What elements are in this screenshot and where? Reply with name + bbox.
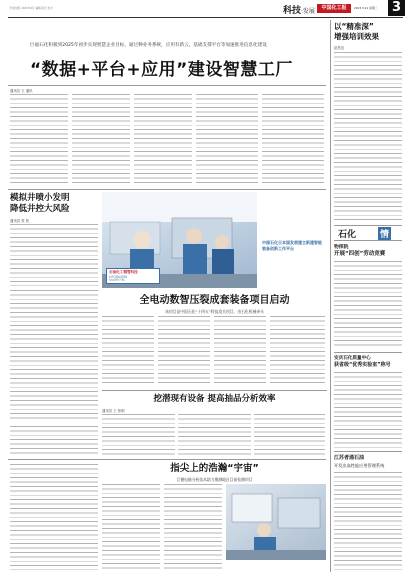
story2-org: 安庆石化质量中心	[334, 356, 371, 361]
lead-body-col-4	[196, 94, 258, 186]
photo-logo	[106, 268, 160, 284]
right-top-title-line2: 增强培训效果	[334, 32, 379, 41]
brand-right: 情	[378, 227, 391, 240]
lead-bottom-rule	[8, 189, 326, 190]
header-rule	[8, 17, 403, 18]
left-story-title-line1: 模拟井喷小发明	[10, 193, 70, 203]
photo-caption: 中国石化日本国发展建立新建智能装备创新工作平台	[262, 240, 322, 251]
main-story-subtitle: 该项目是中国石化“十四五”科技攻关项目，由石化机械牵头	[165, 309, 264, 314]
masthead-logo: 中国化工报	[317, 4, 351, 13]
photo-logo-tagline: 时代国际新牌	[109, 275, 128, 279]
right-top-byline: 赵昌良	[334, 46, 345, 50]
issue-date: 2023.3.21 星期二	[354, 6, 378, 10]
mid-story-col-1	[102, 414, 175, 456]
bottom-col-2	[164, 484, 222, 570]
story1-body	[334, 261, 402, 349]
story2-title: 获省级“优秀实验室”称号	[334, 362, 391, 368]
left-lower-body	[10, 290, 98, 422]
bottom-photo-illustration	[226, 484, 326, 560]
photo-logo-text: 石油化工钢管科技	[109, 270, 138, 274]
story3-title-line1: 江苏者通石油	[334, 455, 365, 461]
lead-title: “数据+平台+应用”建设智慧工厂	[30, 60, 293, 80]
main-story-col-3	[214, 316, 266, 386]
mid-story-rule	[102, 390, 327, 391]
main-story-col-4	[270, 316, 325, 386]
bottom-left-col	[10, 464, 98, 570]
lead-body-col-3	[134, 94, 192, 186]
section-label: 科技·发展	[283, 6, 315, 16]
main-story-title: 全电动数智压裂成套装备项目启动	[139, 295, 290, 306]
lead-body-col-5	[262, 94, 324, 186]
bottom-photo	[226, 484, 326, 560]
right-top-body	[334, 52, 402, 222]
left-story-byline: 通讯员 张 张	[10, 219, 30, 223]
lead-byline: 通讯员 王 通讯	[10, 89, 33, 93]
story3-title-line2: 开发出高性能应用管理系统	[334, 463, 385, 468]
story1-org: 物探院	[334, 245, 349, 250]
photo-logo-sub: SINOPEC TEK	[109, 279, 125, 282]
right-top-title	[334, 22, 402, 42]
page-number: 3	[388, 0, 405, 16]
lead-title-rule	[8, 85, 326, 86]
mid-story-byline: 通讯员 王 张明	[102, 409, 125, 413]
right-brand-box	[334, 225, 402, 241]
mid-story-title: 挖潜现有设备 提高抽品分析效率	[153, 394, 276, 404]
story3-title	[334, 455, 402, 469]
bottom-story-subtitle: 巨德电脑分析技术助力勘测地区目前检测项目	[176, 477, 253, 482]
left-story-body	[10, 224, 98, 286]
header-meta: 科技时报 2023年3月 编辑 版式 校对	[10, 7, 53, 10]
brand-left: 石化	[338, 230, 357, 240]
story2-body	[334, 372, 402, 448]
lead-body-col-1	[10, 94, 68, 186]
left-story-title	[10, 193, 100, 215]
right-rule-2	[334, 451, 402, 452]
story1-title: 开展“四创”劳动竞赛	[334, 251, 386, 257]
right-rule-1	[334, 352, 402, 353]
section-dept: ·发展	[301, 8, 315, 15]
bottom-story-title: 指尖上的浩瀚“宇宙”	[170, 463, 259, 474]
right-column-divider	[330, 20, 331, 572]
right-top-title-line1: 以“精准深”	[334, 22, 374, 31]
lead-body-col-2	[72, 94, 130, 186]
lead-kicker: 巨福石化积极到2025年初步实现智慧企业目标，通过种业务系统，应用有新云，基础支撑平台等加速推进信息化建设	[30, 43, 267, 48]
mid-story-col-3	[254, 414, 325, 456]
mid-story-col-2	[178, 414, 251, 456]
left-story-title-line2: 降低井控大风险	[10, 204, 70, 214]
bottom-left-body	[10, 426, 98, 456]
main-story-col-1	[102, 316, 154, 386]
story3-body	[334, 472, 402, 570]
mid-bottom-rule	[8, 459, 326, 460]
bottom-col-1	[102, 484, 160, 570]
main-story-col-2	[158, 316, 210, 386]
